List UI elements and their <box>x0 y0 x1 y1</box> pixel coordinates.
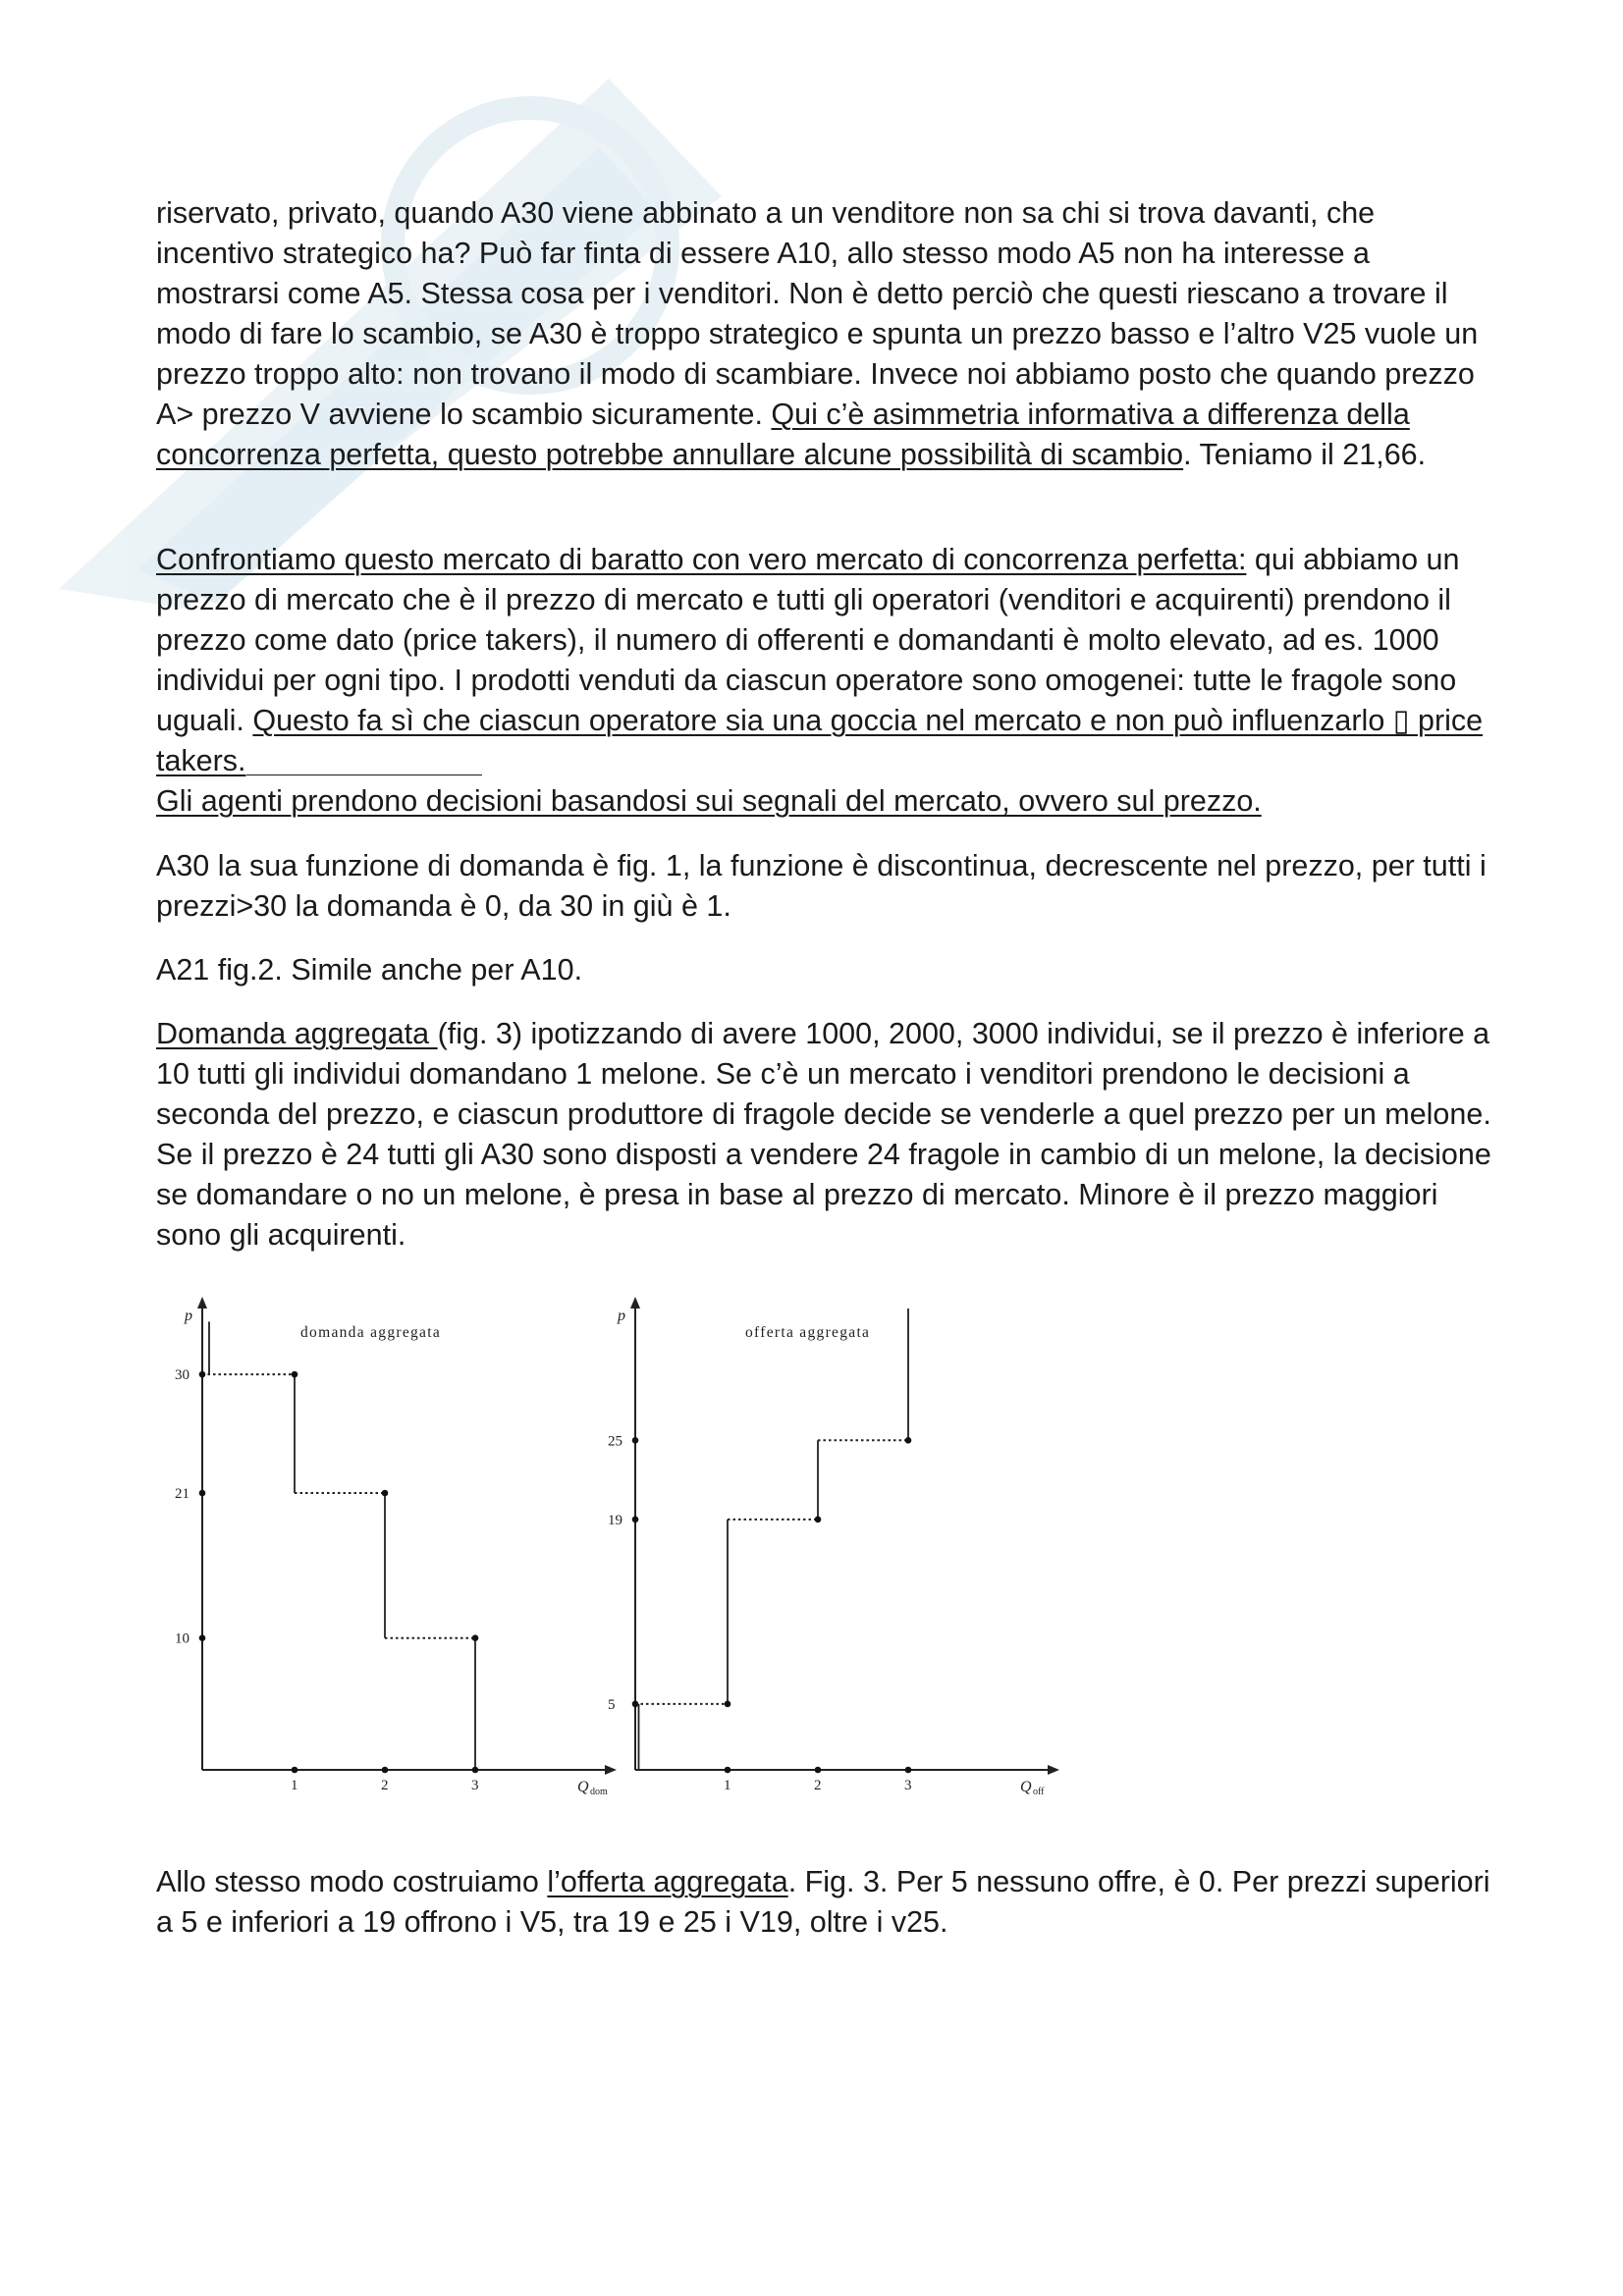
paragraph-2-underlined-tail: Questo fa sì che ciascun operatore sia una goccia nel mercato e non può influenzarlo ▯ price takers. <box>156 704 1484 777</box>
data-point <box>472 1767 479 1774</box>
x-tick-label: 3 <box>471 1778 479 1793</box>
paragraph-2-underlined-lead: Confrontiamo questo mercato di baratto con vero mercato di concorrenza perfetta: <box>156 543 1247 576</box>
data-point <box>815 1767 822 1774</box>
data-point <box>382 1490 389 1497</box>
x-axis-label: Q <box>577 1779 589 1795</box>
x-tick-label: 2 <box>814 1778 822 1793</box>
paragraph-6 <box>156 1862 1491 1943</box>
paragraph-4-text: A21 fig.2. Simile anche per A10. <box>156 953 583 987</box>
y-tick-label: 21 <box>175 1486 189 1502</box>
paragraph-6-underlined: l’offerta aggregata <box>547 1865 788 1898</box>
data-point <box>632 1437 639 1444</box>
data-point <box>725 1701 731 1708</box>
y-axis-label: p <box>618 1308 625 1324</box>
paragraph-1-tail: . Teniamo il 21,66. <box>1183 438 1427 471</box>
y-tick-label: 25 <box>608 1433 622 1450</box>
data-point <box>632 1517 639 1523</box>
y-tick-label: 19 <box>608 1512 622 1528</box>
x-axis-label-sub: dom <box>590 1787 608 1797</box>
paragraph-5-body: (fig. 3) ipotizzando di avere 1000, 2000, 3000 individui, se il prezzo è inferiore a 10 tutti gli individui domandano 1 melone. Se c’è un mercato i venditori prendono le decisioni a seconda del prezzo, e ciascun produttore di fragole decide se venderle a quel prezzo per un melone. Se il prezzo è 24 tutti gli A30 sono disposti a vendere 24 fragole in cambio di un melone, la decisione se domandare o no un melone, è presa in base al prezzo di mercato. Minore è il prezzo maggiori sono gli acquirenti. <box>156 1017 1491 1252</box>
paragraph-3-text: A30 la sua funzione di domanda è fig. 1, la funzione è discontinua, decrescente nel prezzo, per tutti i prezzi>30 la domanda è 0, da 30 in giù è 1. <box>156 849 1487 923</box>
y-axis-arrow <box>197 1297 207 1308</box>
data-point <box>472 1634 479 1641</box>
y-tick-label: 30 <box>175 1367 189 1384</box>
y-axis-arrow <box>630 1297 640 1308</box>
data-point <box>632 1701 639 1708</box>
chart-title: offerta aggregata <box>745 1324 871 1341</box>
data-point <box>905 1767 912 1774</box>
x-axis-arrow <box>1048 1765 1059 1775</box>
y-tick-label: 5 <box>608 1696 616 1713</box>
x-tick-label: 3 <box>904 1778 912 1793</box>
paragraph-6-tail: . Fig. 3. Per 5 nessuno offre, è 0. Per prezzi superiori a 5 e inferiori a 19 offrono i V5, tra 19 e 25 i V19, oltre i v25. <box>156 1865 1490 1939</box>
data-point <box>815 1517 822 1523</box>
paragraph-1-lead: riservato, privato, quando A30 viene abbinato a un venditore non sa chi si trova davanti, che incentivo strategico ha? Può far finta di essere A10, allo stesso modo A5 non ha interesse a mostrarsi come A5. Stessa cosa per i venditori. Non è detto perciò che questi riescano a trovare il modo di fare lo scambio, se A30 è troppo strategico e spunta un prezzo basso e l’altro V25 vuole un prezzo troppo alto: non trovano il modo di scambiare. Invece noi abbiamo posto che quando prezzo A> prezzo V avviene lo scambio sicuramente. <box>156 196 1479 431</box>
x-tick-label: 1 <box>291 1778 298 1793</box>
x-axis-label-sub: off <box>1033 1787 1045 1797</box>
data-point <box>905 1437 912 1444</box>
paragraph-2-body: qui abbiamo un prezzo di mercato che è il prezzo di mercato e tutti gli operatori (venditori e acquirenti) prendono il prezzo come dato (price takers), il numero di offerenti e domandanti è molto elevato, ad es. 1000 individui per ogni tipo. I prodotti venduti da ciascun operatore sono omogenei: tutte le fragole sono uguali. <box>156 543 1460 737</box>
paragraph-5-underlined: Domanda aggregata <box>156 1017 438 1050</box>
y-axis-label: p <box>185 1308 192 1324</box>
x-tick-label: 1 <box>724 1778 731 1793</box>
data-point <box>199 1490 206 1497</box>
x-tick-label: 2 <box>381 1778 389 1793</box>
data-point <box>199 1634 206 1641</box>
y-tick-label: 10 <box>175 1630 189 1647</box>
paragraph-2-last-line: Gli agenti prendono decisioni basandosi sui segnali del mercato, ovvero sul prezzo. <box>156 784 1262 818</box>
data-point <box>292 1767 298 1774</box>
chart-offerta-aggregata <box>608 1297 1059 1797</box>
paragraph-6-lead: Allo stesso modo costruiamo <box>156 1865 548 1898</box>
x-axis-label: Q <box>1020 1779 1032 1795</box>
x-axis-arrow <box>605 1765 617 1775</box>
data-point <box>382 1767 389 1774</box>
data-point <box>725 1767 731 1774</box>
data-point <box>199 1371 206 1378</box>
chart-domanda-aggregata <box>175 1297 617 1797</box>
chart-title: domanda aggregata <box>300 1324 442 1341</box>
data-point <box>292 1371 298 1378</box>
paragraph-1-underlined: Qui c’è asimmetria informativa a differenza della concorrenza perfetta, questo potrebbe annullare alcune possibilità di scambio <box>156 398 1410 471</box>
